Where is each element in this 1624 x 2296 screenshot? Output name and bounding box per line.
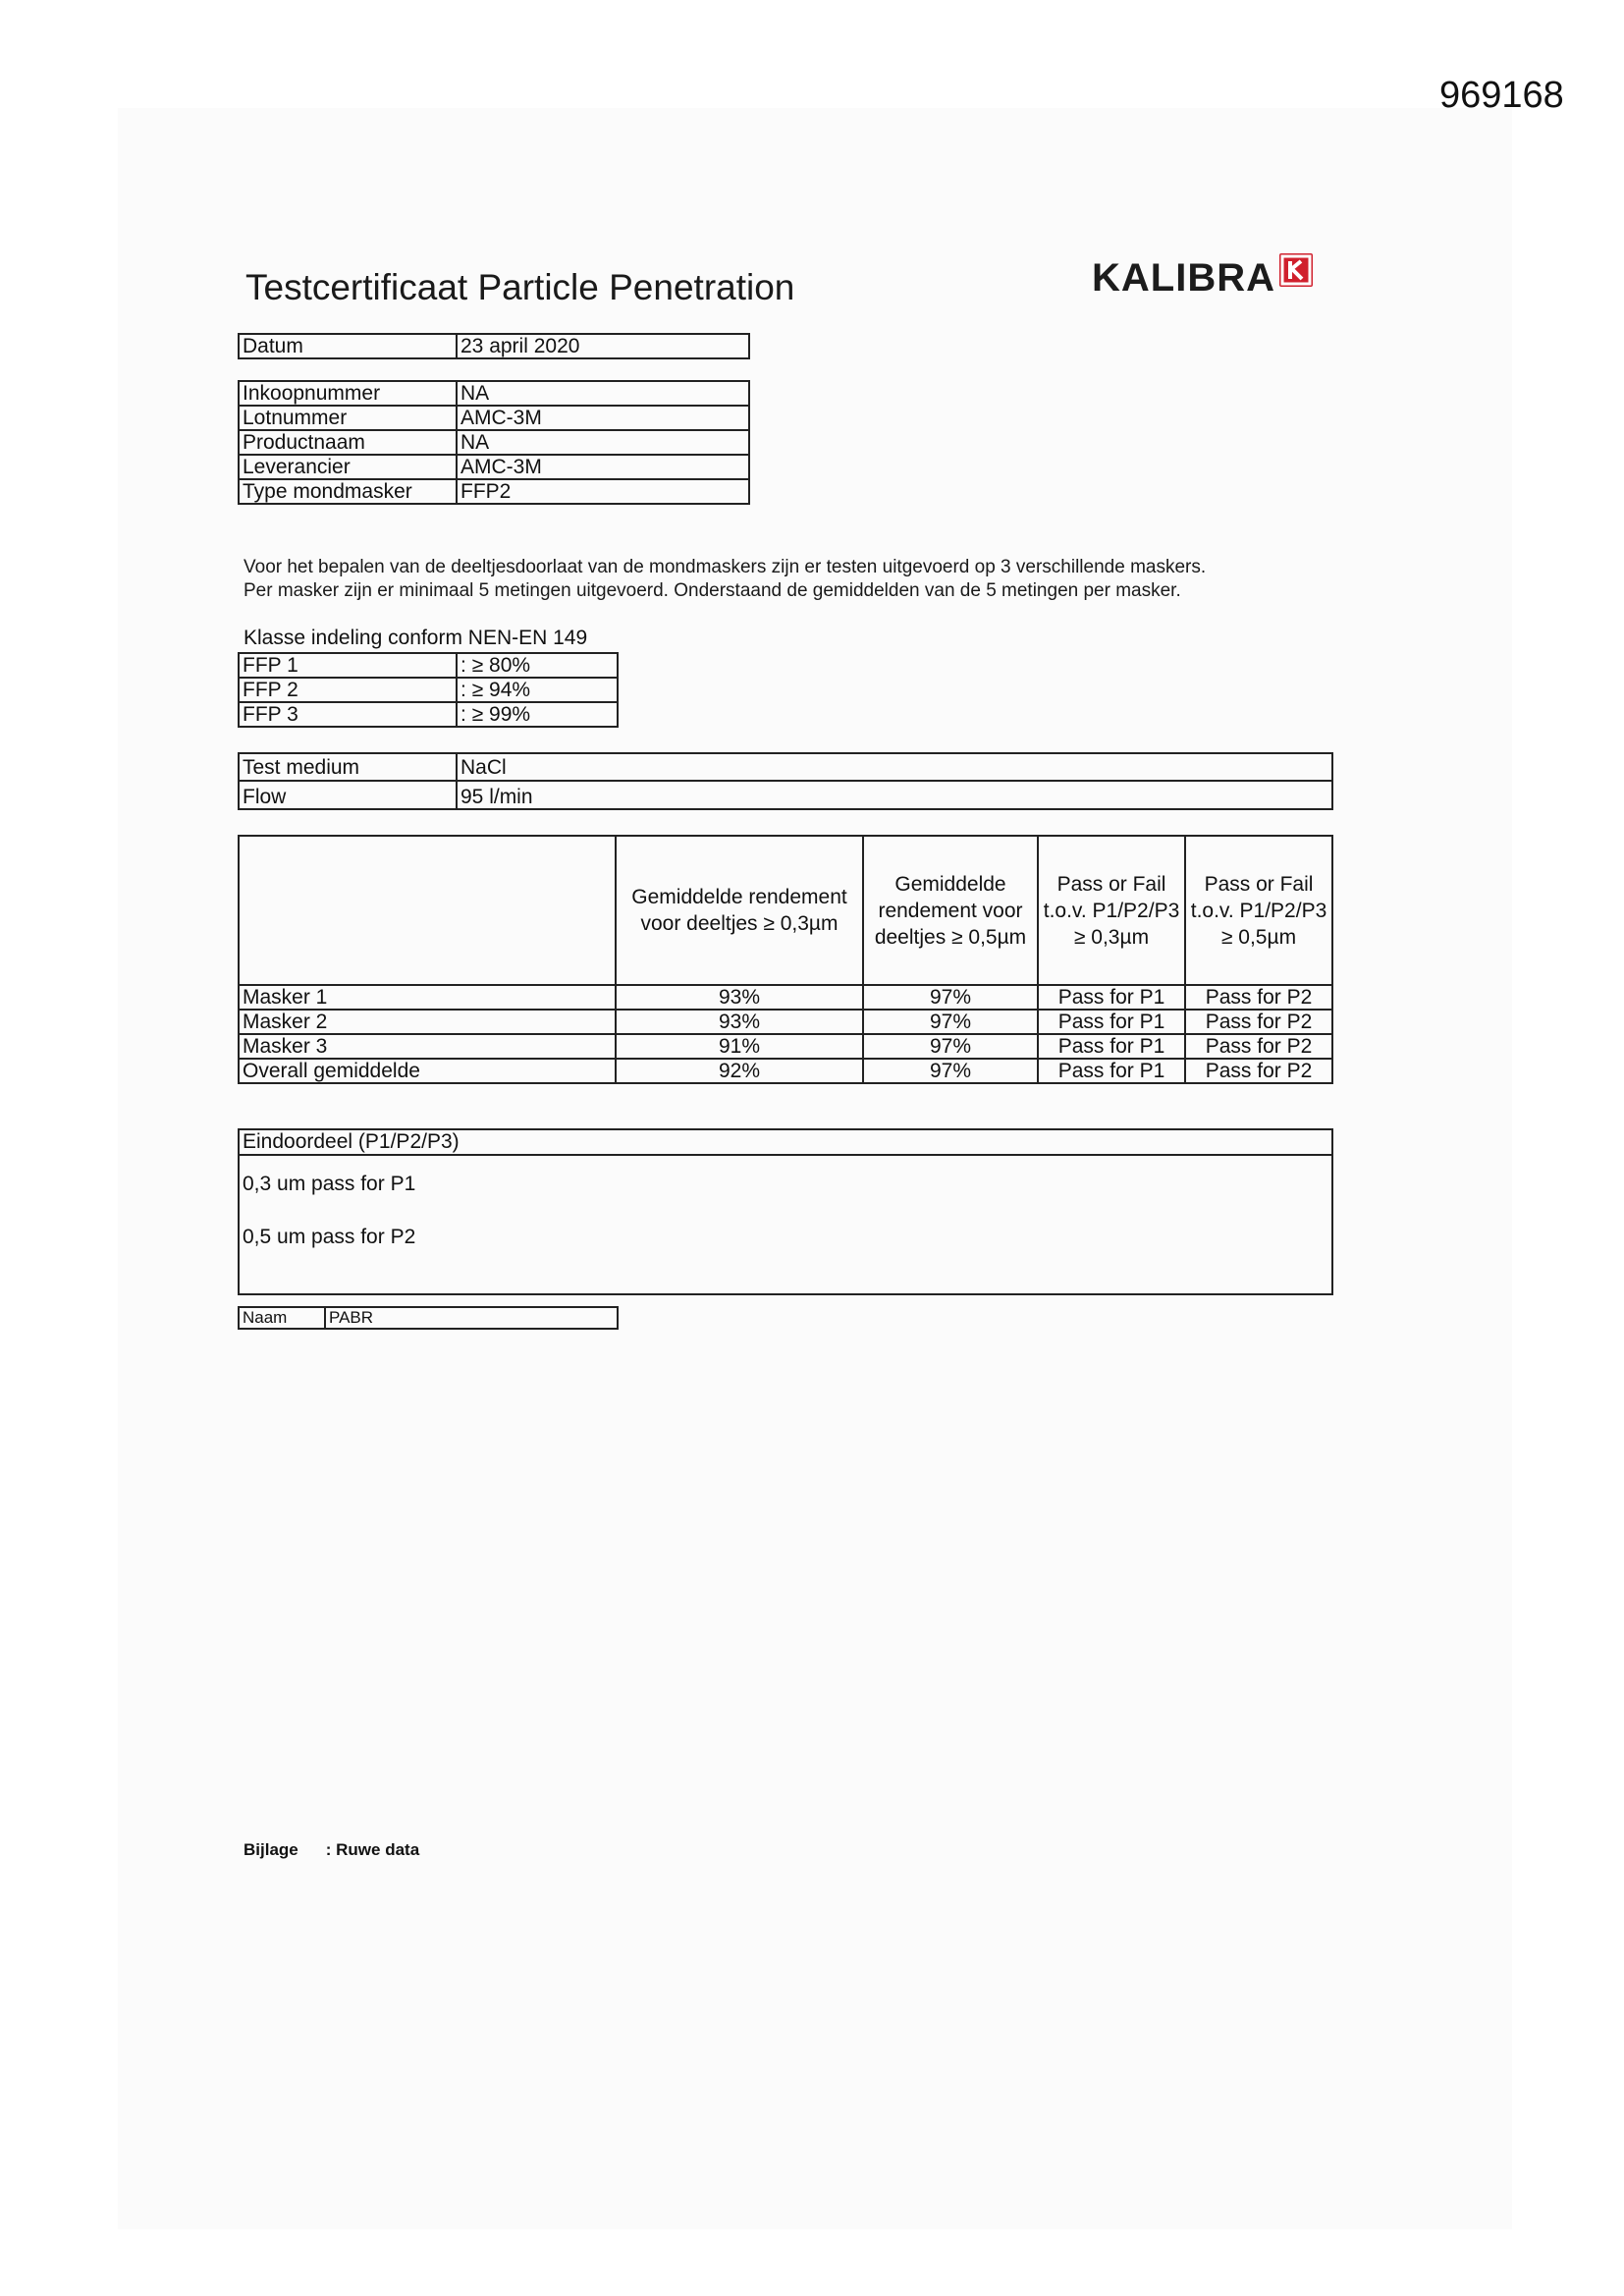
info-row — [239, 406, 749, 430]
results-eff-05: 97% — [863, 1059, 1038, 1083]
attachment-value: : Ruwe data — [325, 1840, 420, 1859]
results-label: Masker 2 — [239, 1010, 616, 1034]
condition-label: Test medium — [239, 753, 457, 781]
results-header-empty — [239, 836, 616, 985]
name-label: Naam — [239, 1307, 325, 1329]
verdict-box — [238, 1128, 1333, 1295]
logo-text: KALIBRA — [1092, 255, 1275, 300]
results-pf-03: Pass for P1 — [1038, 985, 1185, 1010]
name-value: PABR — [325, 1307, 618, 1329]
info-row — [239, 430, 749, 455]
date-label: Datum — [239, 334, 457, 358]
condition-value: NaCl — [457, 753, 1332, 781]
info-label: Type mondmasker — [239, 479, 457, 504]
classification-title: Klasse indeling conform NEN-EN 149 — [244, 627, 588, 649]
attachment-note — [244, 1840, 419, 1860]
name-table — [238, 1306, 619, 1330]
class-label: FFP 1 — [239, 653, 457, 678]
results-eff-03: 93% — [616, 985, 863, 1010]
info-value: AMC-3M — [457, 455, 749, 479]
verdict-line: 0,5 um pass for P2 — [243, 1226, 416, 1248]
results-header-eff-05: Gemiddelde rendement voor deeltjes ≥ 0,5µm — [863, 836, 1038, 985]
condition-value: 95 l/min — [457, 781, 1332, 809]
info-label: Inkoopnummer — [239, 381, 457, 406]
results-header-pf-03: Pass or Fail t.o.v. P1/P2/P3 ≥ 0,3µm — [1038, 836, 1185, 985]
date-table — [238, 333, 750, 359]
test-conditions-table — [238, 752, 1333, 810]
class-row — [239, 702, 618, 727]
product-info-table — [238, 380, 750, 505]
classification-table — [238, 652, 619, 728]
class-row — [239, 653, 618, 678]
intro-line: Voor het bepalen van de deeltjesdoorlaat van de mondmaskers zijn er testen uitgevoerd op 3 verschillende maskers. — [244, 557, 1207, 577]
info-row — [239, 455, 749, 479]
info-value: NA — [457, 430, 749, 455]
results-pf-03: Pass for P1 — [1038, 1034, 1185, 1059]
info-value: NA — [457, 381, 749, 406]
info-label: Leverancier — [239, 455, 457, 479]
intro-paragraph — [244, 556, 1206, 603]
kalibra-logo — [1092, 253, 1313, 302]
k-glyph-icon — [1279, 253, 1313, 287]
results-header-row — [239, 836, 1332, 985]
page-title: Testcertificaat Particle Penetration — [245, 267, 795, 307]
name-row — [239, 1307, 618, 1329]
condition-label: Flow — [239, 781, 457, 809]
results-pf-03: Pass for P1 — [1038, 1059, 1185, 1083]
results-header-eff-03: Gemiddelde rendement voor deeltjes ≥ 0,3µm — [616, 836, 863, 985]
verdict-title: Eindoordeel (P1/P2/P3) — [240, 1130, 1331, 1156]
class-value: : ≥ 99% — [457, 702, 618, 727]
results-pf-05: Pass for P2 — [1185, 1034, 1332, 1059]
results-row — [239, 1010, 1332, 1034]
results-label: Masker 1 — [239, 985, 616, 1010]
results-pf-05: Pass for P2 — [1185, 1059, 1332, 1083]
info-value: AMC-3M — [457, 406, 749, 430]
results-eff-03: 91% — [616, 1034, 863, 1059]
info-label: Lotnummer — [239, 406, 457, 430]
class-label: FFP 3 — [239, 702, 457, 727]
results-eff-05: 97% — [863, 985, 1038, 1010]
results-pf-05: Pass for P2 — [1185, 1010, 1332, 1034]
condition-row — [239, 753, 1332, 781]
class-label: FFP 2 — [239, 678, 457, 702]
class-value: : ≥ 94% — [457, 678, 618, 702]
results-row — [239, 1034, 1332, 1059]
results-row — [239, 985, 1332, 1010]
condition-row — [239, 781, 1332, 809]
class-value: : ≥ 80% — [457, 653, 618, 678]
results-label: Masker 3 — [239, 1034, 616, 1059]
attachment-label: Bijlage — [244, 1840, 298, 1859]
results-pf-05: Pass for P2 — [1185, 985, 1332, 1010]
results-row — [239, 1059, 1332, 1083]
results-eff-05: 97% — [863, 1010, 1038, 1034]
results-eff-03: 93% — [616, 1010, 863, 1034]
results-eff-05: 97% — [863, 1034, 1038, 1059]
date-row — [239, 334, 749, 358]
date-value: 23 april 2020 — [457, 334, 749, 358]
results-pf-03: Pass for P1 — [1038, 1010, 1185, 1034]
class-row — [239, 678, 618, 702]
info-label: Productnaam — [239, 430, 457, 455]
verdict-line: 0,3 um pass for P1 — [243, 1173, 416, 1195]
results-table — [238, 835, 1333, 1084]
results-label: Overall gemiddelde — [239, 1059, 616, 1083]
logo-k-icon — [1279, 253, 1313, 287]
info-row — [239, 381, 749, 406]
intro-line: Per masker zijn er minimaal 5 metingen uitgevoerd. Onderstaand de gemiddelden van de 5 metingen per masker. — [244, 580, 1181, 601]
verdict-body — [240, 1156, 1331, 1293]
info-value: FFP2 — [457, 479, 749, 504]
document-number: 969168 — [1439, 75, 1564, 116]
info-row — [239, 479, 749, 504]
results-header-pf-05: Pass or Fail t.o.v. P1/P2/P3 ≥ 0,5µm — [1185, 836, 1332, 985]
results-eff-03: 92% — [616, 1059, 863, 1083]
